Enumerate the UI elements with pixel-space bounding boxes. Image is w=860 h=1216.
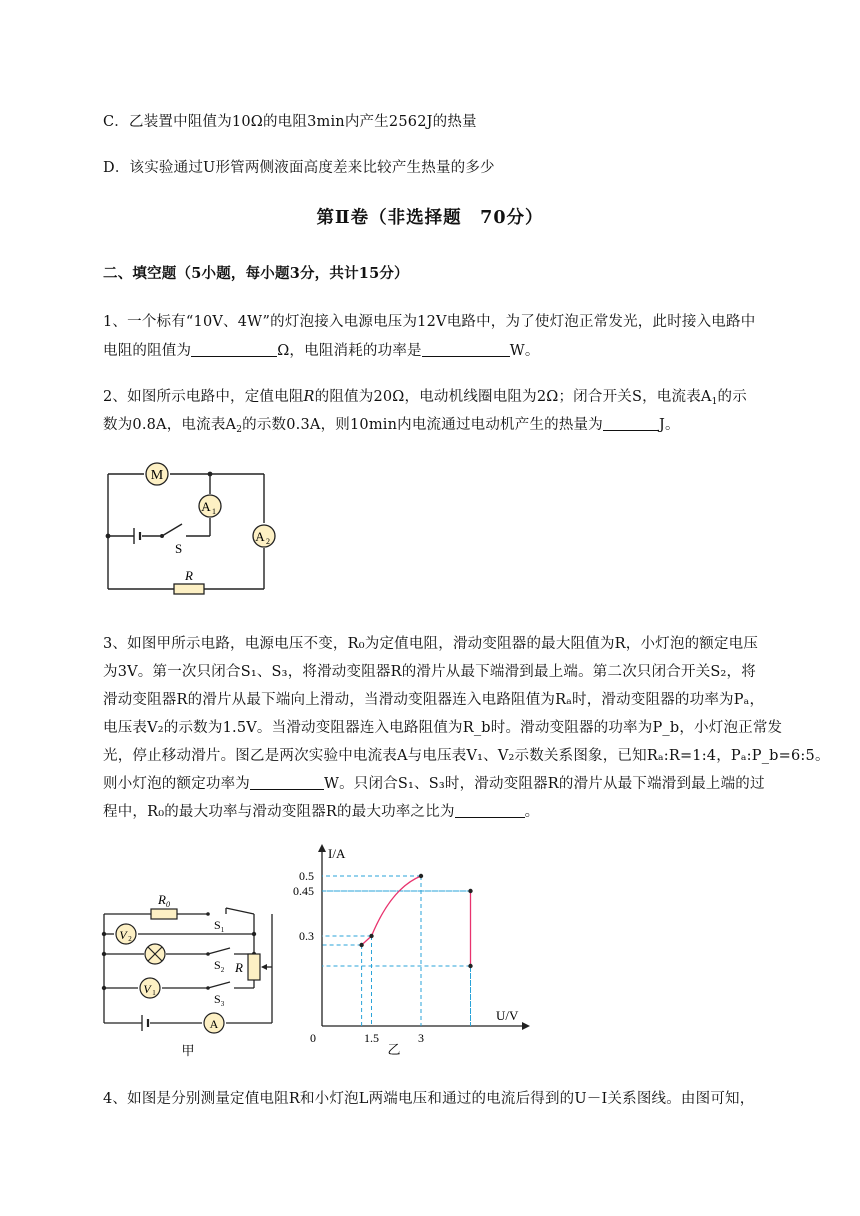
q3-blank-1	[250, 775, 324, 790]
q4-line1: 4、如图是分别测量定值电阻R和小灯泡L两端电压和通过的电流后得到的U－I关系图线。由图可知，	[103, 1091, 755, 1107]
chart-marks	[359, 874, 472, 968]
svg-text:V: V	[143, 982, 151, 996]
q2-text-f: 数为0.8A，电流表A	[103, 417, 237, 433]
x-tick-label: 1.5	[364, 1031, 379, 1045]
s2-label: $S_2$	[214, 958, 225, 974]
junction-dot	[208, 472, 213, 477]
lamp-icon	[145, 944, 165, 964]
x-axis-arrow-icon	[522, 1022, 530, 1030]
ammeter-a1-icon	[199, 495, 221, 517]
s3-label: $S_3$	[214, 992, 225, 1008]
ammeter-a2-icon	[253, 525, 275, 547]
q3-line4: 电压表V₂的示数为1.5V。当滑动变阻器连入电路阻值为R_b时。滑动变阻器的功率为P_b，小灯泡正常发	[103, 720, 783, 736]
svg-text:2: 2	[266, 537, 270, 546]
resistor-icon	[174, 584, 204, 594]
motor-icon	[146, 463, 168, 485]
iu-graph	[286, 840, 536, 1066]
q3-line2: 为3V。第一次只闭合S₁、S₃，将滑动变阻器R的滑片从最下端滑到最上端。第二次只闭合开关S₂，将	[103, 664, 756, 680]
data-point	[369, 934, 373, 938]
q1-blank-2	[422, 342, 510, 357]
y-axis-label: I/A	[328, 846, 346, 861]
q2-text-a: 2、如图所示电路中，定值电阻	[103, 389, 304, 405]
svg-text:1: 1	[152, 989, 156, 997]
y-axis-arrow-icon	[318, 844, 326, 852]
q2-line1	[103, 385, 747, 407]
q2-text-h: J。	[658, 417, 680, 433]
q1-text-a: 电阻的阻值为	[103, 343, 192, 359]
data-point	[419, 874, 423, 878]
section-title: 第Ⅱ卷（非选择题 70分）	[316, 208, 544, 228]
data-point	[468, 964, 472, 968]
y-tick-label: 0.45	[293, 884, 314, 898]
switch-label: S	[175, 541, 183, 556]
option-c: C．乙装置中阻值为10Ω的电阻3min内产生2562J的热量	[103, 114, 477, 130]
tick-labels	[293, 869, 424, 1045]
resistor-label: R	[185, 568, 193, 583]
option-d: D．该实验通过U形管两侧液面高度差来比较产生热量的多少	[103, 160, 495, 176]
q1-text-c: W。	[509, 343, 540, 359]
q3-text-b: W。只闭合S₁、S₃时，滑动变阻器R的滑片从最下端滑到最上端的过	[324, 776, 765, 792]
part-heading: 二、填空题（5小题，每小题3分，共计15分）	[103, 265, 409, 282]
switch-pivot	[160, 534, 164, 538]
x-axis-label: U/V	[496, 1008, 519, 1023]
s1-label: $S_1$	[214, 918, 225, 934]
q2-text-e: 的示	[717, 389, 747, 405]
svg-text:V: V	[119, 928, 127, 942]
q3-line6	[103, 772, 765, 793]
data-point	[468, 889, 472, 893]
guide-lines	[322, 876, 471, 1026]
svg-text:A: A	[209, 1017, 219, 1031]
rheostat-icon	[248, 954, 260, 980]
q3-text-d: 。	[524, 804, 540, 820]
q2-a1-sub: 1	[711, 397, 718, 407]
resistor-r0-icon	[151, 909, 177, 919]
origin-label: 0	[310, 1031, 316, 1045]
caption-yi: 乙	[387, 1042, 401, 1057]
junction-dot	[106, 534, 111, 539]
q1-line2	[103, 339, 540, 360]
svg-text:2: 2	[128, 935, 132, 943]
q2-text-c: 的阻值为20Ω，电动机线圈电阻为2Ω；闭合开关S，电流表A	[314, 389, 712, 405]
q3-text-c: 程中，R₀的最大功率与滑动变阻器R的最大功率之比为	[103, 804, 455, 820]
q3-line5: 光，停止移动滑片。图乙是两次实验中电流表A与电压表V₁、V₂示数关系图象，已知Rₐ:R=1:4，Pₐ:P_b=6:5。	[103, 748, 830, 764]
q3-line7	[103, 800, 539, 821]
y-tick-label: 0.5	[299, 869, 314, 883]
r0-label: $R_0$	[158, 892, 170, 909]
svg-text:M: M	[150, 468, 164, 483]
q3-line1: 3、如图甲所示电路，电源电压不变，R₀为定值电阻，滑动变阻器的最大阻值为R，小灯泡的额定电压	[103, 636, 759, 652]
circuit-diagram-jia	[96, 888, 280, 1064]
voltmeter-v2-icon	[116, 924, 136, 944]
q1-blank-1	[191, 342, 277, 357]
svg-text:1: 1	[212, 507, 216, 516]
svg-text:A: A	[201, 499, 211, 514]
voltmeter-v1-icon	[140, 978, 160, 998]
slider-arrow-icon	[261, 964, 267, 970]
q2-text-g: 的示数0.3A，则10min内电流通过电动机产生的热量为	[242, 417, 603, 433]
q2-blank	[603, 416, 659, 431]
q2-line2	[103, 413, 680, 435]
y-tick-label: 0.3	[299, 929, 314, 943]
ammeter-a-icon	[204, 1013, 224, 1033]
caption-jia: 甲	[181, 1043, 195, 1058]
q3-blank-2	[455, 803, 525, 818]
svg-text:A: A	[255, 529, 265, 544]
q1-text-b: Ω，电阻消耗的功率是	[277, 343, 422, 359]
circuit-diagram-q2	[96, 456, 276, 601]
q3-text-a: 则小灯泡的额定功率为	[103, 776, 250, 792]
q2-a2-sub: 2	[236, 425, 243, 435]
q3-line3: 滑动变阻器R的滑片从最下端向上滑动，当滑动变阻器连入电路阻值为Rₐ时，滑动变阻器的功率为Pₐ，	[103, 692, 765, 708]
data-point	[359, 943, 363, 947]
rheostat-label: R	[235, 960, 243, 975]
x-tick-label: 3	[418, 1031, 424, 1045]
q1-line1: 1、一个标有“10V、4W”的灯泡接入电源电压为12V电路中，为了使灯泡正常发光，此时接入电路中	[103, 314, 756, 330]
q2-r-symbol: R	[303, 389, 315, 405]
